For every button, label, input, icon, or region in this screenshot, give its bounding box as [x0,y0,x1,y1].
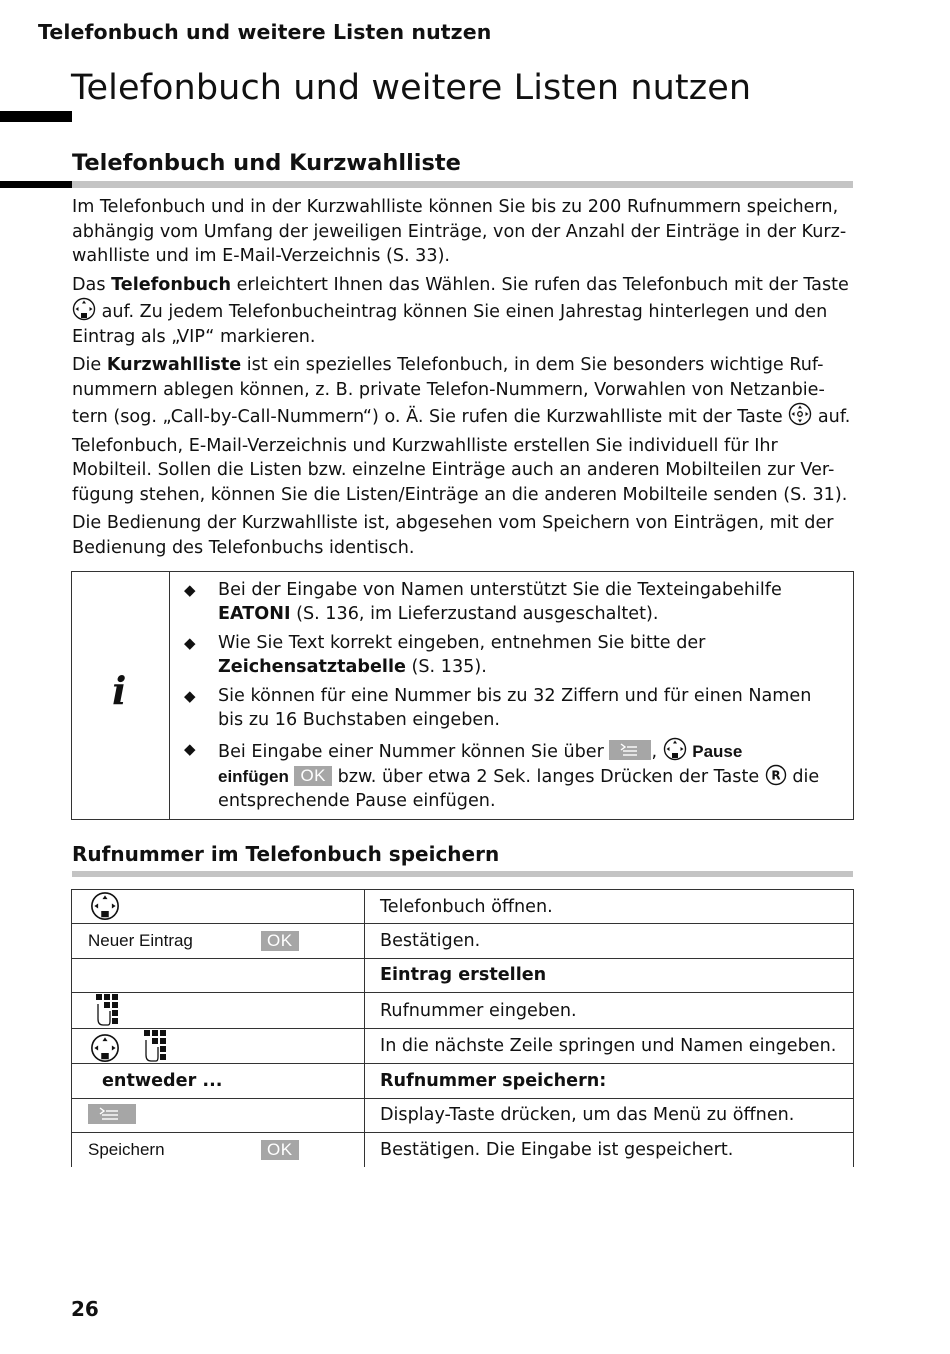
paragraph-5 [72,511,854,560]
bullet-icon: ◆ [184,581,196,599]
ok-key: OK [261,1140,299,1160]
info-item-pause [184,737,844,814]
step-keys [72,1064,365,1098]
p1-line-1: Im Telefonbuch und in der Kurzwahlliste können Sie bis zu 200 Rufnummern speichern, [72,197,839,217]
intro-text [72,195,854,564]
menu-key-icon [88,1104,136,1124]
p3-text: tern (sog. „Call-by-Call-Nummern“) o. Ä. Sie rufen die Kurzwahlliste mit der Taste [72,407,789,427]
step-description: Rufnummer eingeben. [365,993,854,1029]
r-key-icon [765,764,787,786]
info-box [71,571,854,820]
title-bar [0,111,72,122]
keypad-icon [142,1029,174,1063]
info-item-eatoni [184,578,844,626]
step-keys [72,993,365,1029]
section-bar-grey [72,181,853,188]
ok-key: OK [261,931,299,951]
step-row [72,1132,854,1166]
info-text: (S. 135). [405,657,487,678]
paragraph-3 [72,353,854,430]
running-header: Telefonbuch und weitere Listen nutzen [38,20,492,44]
ok-key: OK [294,766,332,786]
step-keys [72,890,365,924]
info-item-charset [184,631,844,679]
step-heading-text: Rufnummer speichern: [380,1070,607,1091]
menu-item-speichern: Speichern [88,1139,165,1159]
info-text: entsprechende Pause einfügen. [218,791,496,812]
info-bold-eatoni: EATONI [218,604,291,625]
p1-line-2: abhängig vom Umfang der jeweiligen Einträge, von der Anzahl der Einträge in der Kurz- [72,221,847,242]
info-text: bis zu 16 Buchstaben eingeben. [218,710,500,731]
sub-title: Rufnummer im Telefonbuch speichern [72,842,500,866]
step-row [72,890,854,924]
navigation-key-down-icon [72,297,96,321]
info-list [184,578,844,818]
info-item-limits [184,684,844,732]
steps-table [71,889,854,1167]
info-text: Sie können für eine Nummer bis zu 32 Ziffern und für einen Namen [218,685,812,706]
navigation-key-down-icon [88,891,122,921]
either-label: entweder ... [102,1070,223,1091]
info-icon-column [72,572,170,819]
bullet-icon: ◆ [184,633,196,652]
menu-label-einfuegen: einfügen [218,766,289,786]
info-text: Wie Sie Text korrekt eingeben, entnehmen Sie bitte der [218,632,706,653]
p5-line-2: Bedienung des Telefonbuchs identisch. [72,537,415,558]
info-text: bzw. über etwa 2 Sek. langes Drücken der Taste [332,766,765,787]
p3-text: Die [72,355,107,375]
p3-text: auf. [812,407,851,427]
section-title: Telefonbuch und Kurzwahlliste [72,150,461,176]
paragraph-2 [72,273,854,350]
p5-line-1: Die Bedienung der Kurzwahlliste ist, abgesehen vom Speichern von Einträgen, mit der [72,513,834,533]
r-key-label: R [771,768,781,783]
step-keys [72,924,365,958]
bullet-icon: ◆ [184,686,196,705]
step-heading-text: Eintrag erstellen [380,965,547,986]
menu-key-icon [609,740,651,760]
step-description: In die nächste Zeile springen und Namen eingeben. [365,1029,854,1064]
p4-line-2: Mobilteil. Sollen die Listen bzw. einzelne Einträge auch an anderen Mobilteilen zur Ver- [72,460,835,480]
p3-text: nummern ablegen können, z. B. private Telefon-Nummern, Vorwahlen von Netzanbie- [72,379,825,400]
step-keys [72,1098,365,1132]
step-description: Bestätigen. Die Eingabe ist gespeichert. [365,1132,854,1166]
p4-line-1: Telefonbuch, E-Mail-Verzeichnis und Kurzwahlliste erstellen Sie individuell für Ihr [72,435,778,456]
page-title: Telefonbuch und weitere Listen nutzen [71,68,752,108]
section-bar-dark [0,181,72,188]
step-row [72,993,854,1029]
step-description: Display-Taste drücken, um das Menü zu öffnen. [365,1098,854,1132]
info-text: Bei der Eingabe von Namen unterstützt Sie die Texteingabehilfe [218,580,782,600]
p2-text: Eintrag als „VIP“ markieren. [72,326,316,347]
bullet-icon: ◆ [184,739,196,758]
paragraph-4 [72,434,854,508]
p2-text: Das [72,274,112,295]
p4-line-3: fügung stehen, können Sie die Listen/Einträge an die anderen Mobilteile senden (S. 31). [72,484,848,505]
info-icon: i [112,668,127,713]
step-row [72,924,854,958]
step-row [72,1064,854,1098]
info-text: , [651,741,658,762]
menu-label-pause: Pause [692,741,743,761]
navigation-key-down-icon [88,1033,122,1063]
p3-text: ist ein spezielles Telefonbuch, in dem Sie besonders wichtige Ruf- [241,355,824,375]
info-bold-charset: Zeichensatztabelle [218,657,406,678]
step-row [72,958,854,992]
step-description: Bestätigen. [365,924,854,958]
navigation-key-down-icon [663,737,687,761]
step-row [72,1029,854,1064]
p3-bold-kurzwahlliste: Kurzwahlliste [106,355,242,375]
step-keys [72,958,365,992]
keypad-icon [94,993,126,1027]
info-text: (S. 136, im Lieferzustand ausgeschaltet). [290,604,659,625]
step-keys [72,1029,365,1064]
step-description: Telefonbuch öffnen. [365,890,854,924]
info-text: Bei Eingabe einer Nummer können Sie über [218,741,610,762]
p2-text: erleichtert Ihnen das Wählen. Sie rufen das Telefonbuch mit der Taste [231,274,849,295]
info-text: die [786,766,820,787]
p1-line-3: wahlliste und im E-Mail-Verzeichnis (S. 33). [72,246,451,266]
step-keys [72,1132,365,1166]
page-number: 26 [71,1297,99,1321]
step-row [72,1098,854,1132]
step-heading [365,1064,854,1098]
sub-title-bar [72,871,853,877]
paragraph-1 [72,195,854,269]
step-heading [365,958,854,992]
p2-text: auf. Zu jedem Telefonbucheintrag können Sie einen Jahrestag hinterlegen und den [96,302,828,322]
p2-bold-telefonbuch: Telefonbuch [111,274,231,295]
navigation-key-center-icon [788,402,812,426]
menu-item-neuer-eintrag: Neuer Eintrag [88,931,193,951]
